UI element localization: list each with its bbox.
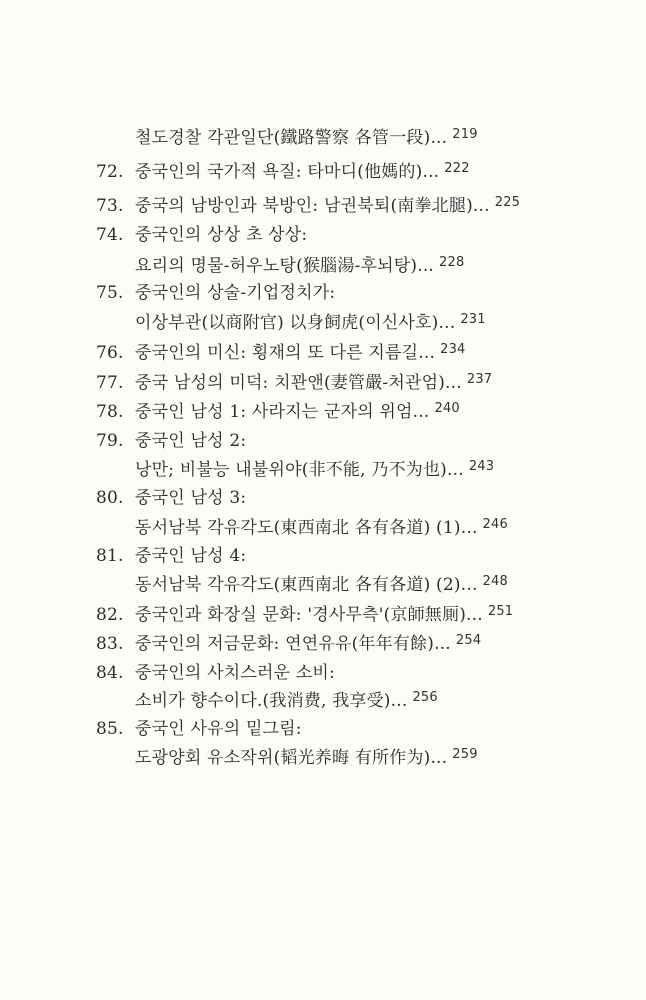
toc-page-number: 246 [482, 517, 508, 532]
toc-entry [135, 253, 464, 281]
toc-entry [135, 399, 460, 427]
toc-number: 81. [96, 546, 124, 566]
toc-page-number: 231 [460, 312, 486, 327]
toc-entry [135, 159, 470, 187]
toc-title: 낭만; 비불능 내불위야(非不能, 乃不为也)... [135, 460, 464, 480]
toc-number: 85. [96, 719, 124, 739]
toc-number: 77. [96, 373, 124, 393]
toc-entry [135, 457, 494, 485]
toc-title: 이상부관(以商附官) 以身飼虎(이신사호)... [135, 313, 456, 333]
toc-page-number: 248 [482, 574, 508, 589]
toc-title: 중국의 남방인과 북방인: 남권북퇴(南拳北腿)... [135, 196, 490, 216]
toc-entry [135, 631, 481, 659]
toc-number: 83. [96, 634, 124, 654]
toc-entry [135, 310, 486, 338]
toc-entry [135, 572, 508, 600]
toc-number: 76. [96, 343, 124, 363]
toc-title: 중국인의 국가적 욕질: 타마디(他媽的)... [135, 162, 440, 182]
toc-page-number: 234 [440, 342, 466, 357]
toc-page-number: 219 [452, 127, 478, 142]
toc-entry [135, 688, 438, 716]
toc-entry [135, 660, 340, 688]
toc-title: 중국인과 화장실 문화: '경사무측'(京師無厠)... [135, 605, 483, 625]
toc-number: 80. [96, 488, 124, 508]
toc-page-number: 225 [494, 195, 521, 210]
toc-entry [135, 428, 251, 456]
toc-number: 74. [96, 225, 124, 245]
toc-entry [135, 125, 478, 153]
toc-number: 73. [96, 196, 124, 216]
toc-page-number: 222 [444, 161, 470, 176]
toc-title: 소비가 향수이다.(我消费, 我享受)... [135, 691, 408, 711]
toc-page-number: 237 [466, 372, 493, 387]
toc-entry [135, 193, 520, 221]
toc-entry [135, 370, 492, 398]
toc-entry [135, 222, 312, 250]
toc-number: 75. [96, 283, 124, 303]
toc-page-number: 240 [434, 401, 460, 416]
toc-number: 84. [96, 663, 124, 683]
toc-entry [135, 280, 340, 308]
toc-title: 중국인의 상상 초 상상: [135, 225, 308, 245]
toc-title: 동서남북 각유각도(東西南北 各有各道) (2)... [135, 575, 478, 595]
toc-title: 중국인의 상술-기업정치가: [135, 283, 336, 303]
toc-title: 철도경찰 각관일단(鐵路警察 各管一段)... [135, 128, 448, 148]
toc-title: 중국인 남성 4: [135, 546, 247, 566]
toc-entry [135, 485, 251, 513]
toc-title: 중국인의 미신: 횡재의 또 다른 지름길... [135, 343, 436, 363]
toc-title: 동서남북 각유각도(東西南北 各有各道) (1)... [135, 518, 478, 538]
toc-title: 중국인 남성 2: [135, 431, 247, 451]
toc-entry [135, 602, 513, 630]
toc-title: 중국인 남성 3: [135, 488, 247, 508]
toc-number: 79. [96, 431, 124, 451]
toc-entry [135, 543, 251, 571]
toc-page-number: 228 [439, 255, 465, 270]
toc-page-number: 251 [487, 604, 514, 619]
toc-title: 중국인 사유의 밑그림: [135, 719, 302, 739]
toc-number: 82. [96, 605, 124, 625]
toc-title: 도광양회 유소작위(韬光养晦 有所作为)... [135, 748, 448, 768]
toc-entry [135, 716, 307, 744]
toc-title: 중국 남성의 미덕: 치꽌앤(妻管嚴-처관엄)... [135, 373, 462, 393]
toc-title: 중국인의 저금문화: 연연유유(年年有餘)... [135, 634, 451, 654]
toc-number: 72. [96, 162, 124, 182]
toc-page-number: 254 [455, 633, 482, 648]
toc-entry [135, 745, 478, 773]
toc-title: 요리의 명물-허우노탕(猴腦湯-후뇌탕)... [135, 256, 435, 276]
toc-entry [135, 515, 508, 543]
toc-page-number: 256 [412, 690, 438, 705]
toc-number: 78. [96, 402, 124, 422]
toc-entry [135, 340, 466, 368]
toc-page-number: 243 [468, 459, 495, 474]
toc-page-number: 259 [452, 747, 478, 762]
toc-title: 중국인의 사치스러운 소비: [135, 663, 335, 683]
toc-title: 중국인 남성 1: 사라지는 군자의 위엄... [135, 402, 430, 422]
